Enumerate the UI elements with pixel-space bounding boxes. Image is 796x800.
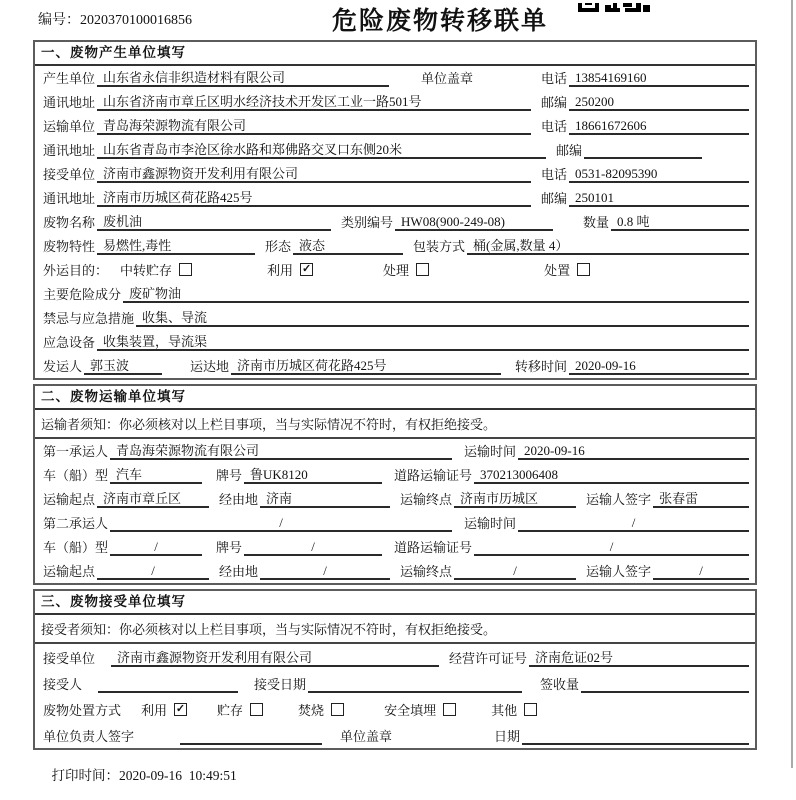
waste-name-value: 废机油 xyxy=(97,214,331,231)
accept-unit-label: 接受单位 xyxy=(43,651,96,666)
unit-seal-label: 单位盖章 xyxy=(340,729,393,744)
checkbox-icon xyxy=(250,703,263,716)
plate-label: 牌号 xyxy=(216,468,243,483)
emergency-measures-label: 禁忌与应急措施 xyxy=(43,311,135,326)
route-end-label: 运输终点 xyxy=(400,492,453,507)
option-label: 贮存 xyxy=(217,703,244,718)
waste-name-label: 废物名称 xyxy=(43,215,96,230)
road-permit-value: / xyxy=(474,539,749,556)
destination-value: 济南市历城区荷花路425号 xyxy=(231,358,501,375)
address-label: 通讯地址 xyxy=(43,191,96,206)
transfer-purpose-row xyxy=(35,258,755,282)
route-via-value: / xyxy=(260,563,390,580)
first-carrier-value: 青岛海荣源物流有限公司 xyxy=(110,443,452,460)
received-quantity-value xyxy=(581,676,749,693)
checkbox-icon: ✓ xyxy=(301,263,312,275)
route-start-label: 运输起点 xyxy=(43,492,96,507)
transporter-zip-value xyxy=(584,142,702,159)
license-value: 济南危证02号 xyxy=(529,650,749,667)
checkbox-icon xyxy=(416,263,429,276)
section-transporter xyxy=(33,384,757,585)
qr-code-icon xyxy=(578,0,650,9)
purpose-option-dispose xyxy=(544,260,590,279)
accept-date-value xyxy=(308,676,522,693)
transporter-unit-label: 运输单位 xyxy=(43,119,96,134)
disposal-method-label: 废物处置方式 xyxy=(43,703,122,718)
producer-address-row xyxy=(35,90,755,114)
transfer-time-value: 2020-09-16 xyxy=(569,358,749,375)
option-label: 安全填埋 xyxy=(384,703,437,718)
accept-person-row xyxy=(35,670,755,696)
destination-label: 运达地 xyxy=(190,359,230,374)
producer-zip-value: 250200 xyxy=(569,94,749,111)
carrier-signature-label: 运输人签字 xyxy=(586,564,652,579)
emergency-equipment-label: 应急设备 xyxy=(43,335,96,350)
responsible-signature-row xyxy=(35,722,755,748)
waste-property-label: 废物特性 xyxy=(43,239,96,254)
second-carrier-label: 第二承运人 xyxy=(43,516,109,531)
accept-unit-row xyxy=(35,644,755,670)
phone-label: 电话 xyxy=(540,119,567,134)
plate-value: 鲁UK8120 xyxy=(244,467,382,484)
package-label: 包装方式 xyxy=(413,239,466,254)
disposal-option-incinerate xyxy=(298,700,344,719)
hazard-component-value: 废矿物油 xyxy=(123,286,749,303)
accept-unit-value: 济南市鑫源物资开发利用有限公司 xyxy=(111,650,439,667)
category-code-value: HW08(900-249-08) xyxy=(395,214,553,231)
receiver-zip-value: 250101 xyxy=(569,190,749,207)
plate-value: / xyxy=(244,539,382,556)
receiver-unit-value: 济南市鑫源物资开发利用有限公司 xyxy=(97,166,531,183)
section-receiver-title: 三、废物接受单位填写 xyxy=(35,591,755,615)
vehicle-type-value: / xyxy=(110,539,202,556)
phone-label: 电话 xyxy=(540,167,567,182)
option-label: 其他 xyxy=(491,703,518,718)
disposal-option-utilize xyxy=(141,700,187,719)
address-label: 通讯地址 xyxy=(43,95,96,110)
checkbox-icon xyxy=(179,263,192,276)
unit-seal-label: 单位盖章 xyxy=(421,71,474,86)
emergency-equipment-value: 收集装置，导流渠 xyxy=(97,334,749,351)
package-value: 桶(金属,数量 4） xyxy=(467,238,749,255)
transfer-time-label: 转移时间 xyxy=(515,359,568,374)
route-start-value: 济南市章丘区 xyxy=(97,491,209,508)
responsible-signature-value xyxy=(180,728,322,745)
road-permit-label: 道路运输证号 xyxy=(394,540,473,555)
disposal-option-storage xyxy=(217,700,263,719)
section-producer xyxy=(33,40,757,380)
transport-time-value: 2020-09-16 xyxy=(518,443,749,460)
checkbox-icon xyxy=(443,703,456,716)
checkbox-icon: ✓ xyxy=(175,703,186,715)
purpose-option-transfer-storage xyxy=(120,260,192,279)
category-code-label: 类别编号 xyxy=(341,215,394,230)
transporter-unit-row xyxy=(35,114,755,138)
carrier-signature-label: 运输人签字 xyxy=(586,492,652,507)
route-start-value: / xyxy=(97,563,209,580)
receiver-address-row xyxy=(35,186,755,210)
emergency-measures-value: 收集、导流 xyxy=(136,310,749,327)
print-time-value: 2020-09-16 10:49:51 xyxy=(119,768,237,783)
road-permit-label: 道路运输证号 xyxy=(394,468,473,483)
receiver-notice: 接受者须知：你必须核对以上栏目事项，当与实际情况不符时，有权拒绝接受。 xyxy=(35,615,755,644)
section-receiver xyxy=(33,589,757,750)
purpose-option-treat xyxy=(383,260,429,279)
vehicle-row-2 xyxy=(35,535,755,559)
route-via-label: 经由地 xyxy=(219,564,259,579)
option-label: 焚烧 xyxy=(298,703,325,718)
section-transporter-title: 二、废物运输单位填写 xyxy=(35,386,755,410)
transporter-address-row xyxy=(35,138,755,162)
checkbox-icon xyxy=(524,703,537,716)
zip-label: 邮编 xyxy=(540,191,567,206)
received-quantity-label: 签收量 xyxy=(540,677,580,692)
waste-property-value: 易燃性,毒性 xyxy=(97,238,255,255)
transporter-notice: 运输者须知：你必须核对以上栏目事项，当与实际情况不符时，有权拒绝接受。 xyxy=(35,410,755,439)
emergency-measures-row xyxy=(35,306,755,330)
transport-time-label: 运输时间 xyxy=(464,444,517,459)
waste-property-row xyxy=(35,234,755,258)
date-label: 日期 xyxy=(494,729,521,744)
form-label: 形态 xyxy=(265,239,292,254)
hazard-component-label: 主要危险成分 xyxy=(43,287,122,302)
accept-person-value xyxy=(98,676,238,693)
route-end-value: / xyxy=(454,563,576,580)
route-via-value: 济南 xyxy=(260,491,390,508)
vehicle-type-value: 汽车 xyxy=(110,467,202,484)
route-row-2 xyxy=(35,559,755,583)
document-number-label: 编号： xyxy=(38,13,80,28)
checkbox-icon xyxy=(331,703,344,716)
route-via-label: 经由地 xyxy=(219,492,259,507)
second-carrier-value: / xyxy=(110,515,452,532)
transport-time-value: / xyxy=(518,515,749,532)
first-carrier-label: 第一承运人 xyxy=(43,444,109,459)
hazard-component-row xyxy=(35,282,755,306)
disposal-option-other xyxy=(491,700,537,719)
transporter-phone-value: 18661672606 xyxy=(569,118,749,135)
road-permit-value: 370213006408 xyxy=(474,467,749,484)
dispatch-row xyxy=(35,354,755,378)
producer-address-value: 山东省济南市章丘区明水经济技术开发区工业一路501号 xyxy=(97,94,531,111)
receiver-address-value: 济南市历城区荷花路425号 xyxy=(97,190,531,207)
producer-unit-label: 产生单位 xyxy=(43,71,96,86)
license-label: 经营许可证号 xyxy=(449,651,528,666)
date-value xyxy=(522,728,749,745)
route-start-label: 运输起点 xyxy=(43,564,96,579)
checkbox-icon xyxy=(577,263,590,276)
accept-date-label: 接受日期 xyxy=(254,677,307,692)
section-producer-title: 一、废物产生单位填写 xyxy=(35,42,755,66)
receiver-unit-row xyxy=(35,162,755,186)
disposal-method-row xyxy=(35,696,755,722)
receiver-phone-value: 0531-82095390 xyxy=(569,166,749,183)
second-carrier-row xyxy=(35,511,755,535)
zip-label: 邮编 xyxy=(556,143,583,158)
responsible-signature-label: 单位负责人签字 xyxy=(43,729,135,744)
first-carrier-row xyxy=(35,439,755,463)
quantity-value: 0.8 吨 xyxy=(611,214,749,231)
transport-time-label: 运输时间 xyxy=(464,516,517,531)
receiver-unit-label: 接受单位 xyxy=(43,167,96,182)
plate-label: 牌号 xyxy=(216,540,243,555)
producer-unit-row xyxy=(35,66,755,90)
disposal-option-landfill xyxy=(384,700,456,719)
vehicle-type-label: 车（船）型 xyxy=(43,540,109,555)
document-number-value: 2020370100016856 xyxy=(80,13,192,28)
route-end-label: 运输终点 xyxy=(400,564,453,579)
transporter-unit-value: 青岛海荣源物流有限公司 xyxy=(97,118,531,135)
option-label: 利用 xyxy=(141,703,168,718)
producer-unit-value: 山东省永信非织造材料有限公司 xyxy=(97,70,389,87)
waste-name-row xyxy=(35,210,755,234)
print-time-label: 打印时间： xyxy=(51,768,119,783)
carrier-signature-value: / xyxy=(653,563,749,580)
zip-label: 邮编 xyxy=(540,95,567,110)
address-label: 通讯地址 xyxy=(43,143,96,158)
quantity-label: 数量 xyxy=(583,215,610,230)
option-label: 中转贮存 xyxy=(120,263,173,278)
route-row xyxy=(35,487,755,511)
carrier-signature-value: 张春雷 xyxy=(653,491,749,508)
form-value: 液态 xyxy=(293,238,403,255)
print-time xyxy=(38,748,237,800)
option-label: 处置 xyxy=(544,263,571,278)
vehicle-type-label: 车（船）型 xyxy=(43,468,109,483)
option-label: 利用 xyxy=(267,263,294,278)
dispatcher-value: 郭玉波 xyxy=(84,358,162,375)
accept-person-label: 接受人 xyxy=(43,677,83,692)
transfer-purpose-label: 外运目的： xyxy=(43,263,109,278)
route-end-value: 济南市历城区 xyxy=(454,491,576,508)
emergency-equipment-row xyxy=(35,330,755,354)
producer-phone-value: 13854169160 xyxy=(569,70,749,87)
transporter-address-value: 山东省青岛市李沧区徐水路和郑佛路交叉口东侧20米 xyxy=(97,142,546,159)
document-title: 危险废物转移联单 xyxy=(331,8,548,35)
dispatcher-label: 发运人 xyxy=(43,359,83,374)
document-number xyxy=(38,9,192,29)
option-label: 处理 xyxy=(383,263,410,278)
vehicle-row xyxy=(35,463,755,487)
page-edge-line xyxy=(791,0,793,768)
phone-label: 电话 xyxy=(540,71,567,86)
purpose-option-utilize xyxy=(267,260,313,279)
